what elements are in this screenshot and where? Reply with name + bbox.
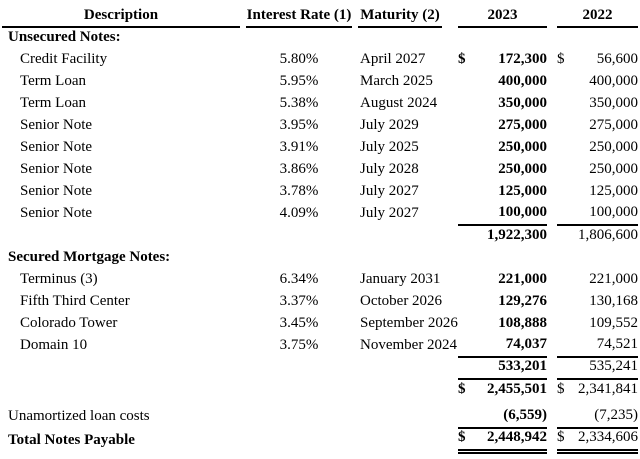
description-cell: Senior Note xyxy=(20,161,93,177)
gross-total-2023-cell xyxy=(458,379,547,401)
description-cell: Senior Note xyxy=(20,183,93,199)
amount-2023-cell: 74,037 xyxy=(458,335,547,357)
amount-value: 2,455,501 xyxy=(487,381,547,397)
table-row xyxy=(2,115,638,137)
table-row xyxy=(2,203,638,225)
amount-2022-cell: 350,000 xyxy=(589,95,638,111)
amount-2022-cell: 100,000 xyxy=(557,203,638,225)
description-cell: Senior Note xyxy=(20,117,93,133)
dollar-sign: $ xyxy=(458,381,466,397)
amount-2023-cell: 275,000 xyxy=(498,117,547,133)
subtotal-row-secured xyxy=(2,357,638,379)
maturity-cell: July 2029 xyxy=(360,117,419,133)
notes-payable-table xyxy=(2,3,638,454)
amount-2022-cell: (7,235) xyxy=(557,406,638,428)
table-row xyxy=(2,269,638,291)
amount-2022-cell: 275,000 xyxy=(589,117,638,133)
interest-rate-cell: 6.34% xyxy=(279,271,319,287)
amount-2023-cell: 350,000 xyxy=(498,95,547,111)
unamortized-row xyxy=(2,406,638,428)
amount-2022-cell: 250,000 xyxy=(589,139,638,155)
amount-2022-cell: 400,000 xyxy=(589,73,638,89)
amount-2022-cell xyxy=(557,49,638,71)
table-row xyxy=(2,181,638,203)
subtotal-2023-cell: 1,922,300 xyxy=(487,227,547,243)
interest-rate-cell: 3.75% xyxy=(279,337,319,353)
table-row xyxy=(2,159,638,181)
total-notes-payable-row xyxy=(2,428,638,452)
description-cell: Credit Facility xyxy=(20,51,108,67)
maturity-cell: September 2026 xyxy=(360,315,458,331)
header-2022: 2022 xyxy=(557,3,638,27)
table-row xyxy=(2,313,638,335)
amount-value: 56,600 xyxy=(596,51,638,67)
description-cell: Unamortized loan costs xyxy=(8,408,150,424)
amount-2023-cell xyxy=(458,49,547,71)
subtotal-row-unsecured xyxy=(2,225,638,247)
maturity-cell: November 2024 xyxy=(360,337,458,353)
description-cell: Term Loan xyxy=(20,95,87,111)
interest-rate-cell: 3.91% xyxy=(279,139,319,155)
amount-2022-cell: 125,000 xyxy=(589,183,638,199)
table-row xyxy=(2,93,638,115)
subtotal-2022-cell: 1,806,600 xyxy=(578,227,638,243)
maturity-cell: October 2026 xyxy=(360,293,443,309)
description-cell: Term Loan xyxy=(20,73,87,89)
dollar-sign: $ xyxy=(458,429,466,445)
amount-2022-cell: 221,000 xyxy=(589,271,638,287)
description-cell: Colorado Tower xyxy=(20,315,118,331)
amount-2022-cell: 74,521 xyxy=(557,335,638,357)
amount-2022-cell: 130,168 xyxy=(589,293,638,309)
maturity-cell: August 2024 xyxy=(360,95,438,111)
maturity-cell: April 2027 xyxy=(360,51,426,67)
description-cell: Fifth Third Center xyxy=(20,293,130,309)
table-row xyxy=(2,137,638,159)
table-row xyxy=(2,335,638,357)
section-row-secured xyxy=(2,247,638,269)
header-maturity: Maturity (2) xyxy=(358,3,442,27)
header-2023: 2023 xyxy=(458,3,547,27)
gross-total-row xyxy=(2,379,638,401)
total-2023-cell xyxy=(458,428,547,452)
interest-rate-cell: 5.95% xyxy=(279,73,319,89)
amount-2023-cell: 129,276 xyxy=(498,293,547,309)
dollar-sign: $ xyxy=(458,51,466,67)
amount-2023-cell: 250,000 xyxy=(498,161,547,177)
amount-2023-cell: (6,559) xyxy=(458,406,547,428)
amount-2023-cell: 221,000 xyxy=(498,271,547,287)
interest-rate-cell: 3.78% xyxy=(279,183,319,199)
amount-2022-cell: 109,552 xyxy=(589,315,638,331)
table-header-row xyxy=(2,3,638,27)
dollar-sign: $ xyxy=(557,51,565,67)
subtotal-2022-cell: 535,241 xyxy=(557,357,638,379)
maturity-cell: January 2031 xyxy=(360,271,441,287)
table-row xyxy=(2,291,638,313)
amount-2023-cell: 108,888 xyxy=(498,315,547,331)
description-cell: Senior Note xyxy=(20,205,93,221)
dollar-sign: $ xyxy=(557,429,565,445)
interest-rate-cell: 5.80% xyxy=(279,51,319,67)
interest-rate-cell: 5.38% xyxy=(279,95,319,111)
maturity-cell: July 2027 xyxy=(360,183,419,199)
section-row-unsecured xyxy=(2,27,638,49)
interest-rate-cell: 3.86% xyxy=(279,161,319,177)
maturity-cell: July 2025 xyxy=(360,139,419,155)
section-label: Secured Mortgage Notes: xyxy=(8,249,171,265)
interest-rate-cell: 4.09% xyxy=(279,205,319,221)
amount-2023-cell: 125,000 xyxy=(498,183,547,199)
description-cell: Domain 10 xyxy=(20,337,88,353)
amount-value: 2,341,841 xyxy=(578,381,638,397)
amount-value: 172,300 xyxy=(498,51,547,67)
amount-value: 2,334,606 xyxy=(578,429,638,445)
gross-total-2022-cell xyxy=(557,379,638,401)
maturity-cell: July 2028 xyxy=(360,161,419,177)
amount-2022-cell: 250,000 xyxy=(589,161,638,177)
section-label: Unsecured Notes: xyxy=(8,29,121,45)
dollar-sign: $ xyxy=(557,381,565,397)
amount-2023-cell: 400,000 xyxy=(498,73,547,89)
table-row xyxy=(2,71,638,93)
interest-rate-cell: 3.45% xyxy=(279,315,319,331)
subtotal-2023-cell: 533,201 xyxy=(458,357,547,379)
maturity-cell: March 2025 xyxy=(360,73,433,89)
table-row xyxy=(2,49,638,71)
interest-rate-cell: 3.37% xyxy=(279,293,319,309)
total-label: Total Notes Payable xyxy=(8,431,135,448)
header-interest-rate: Interest Rate (1) xyxy=(246,3,352,27)
description-cell: Senior Note xyxy=(20,139,93,155)
maturity-cell: July 2027 xyxy=(360,205,419,221)
amount-2023-cell: 250,000 xyxy=(498,139,547,155)
interest-rate-cell: 3.95% xyxy=(279,117,319,133)
amount-value: 2,448,942 xyxy=(487,429,547,445)
amount-2023-cell: 100,000 xyxy=(458,203,547,225)
header-description: Description xyxy=(2,3,240,27)
total-2022-cell xyxy=(557,428,638,452)
description-cell: Terminus (3) xyxy=(20,271,98,287)
